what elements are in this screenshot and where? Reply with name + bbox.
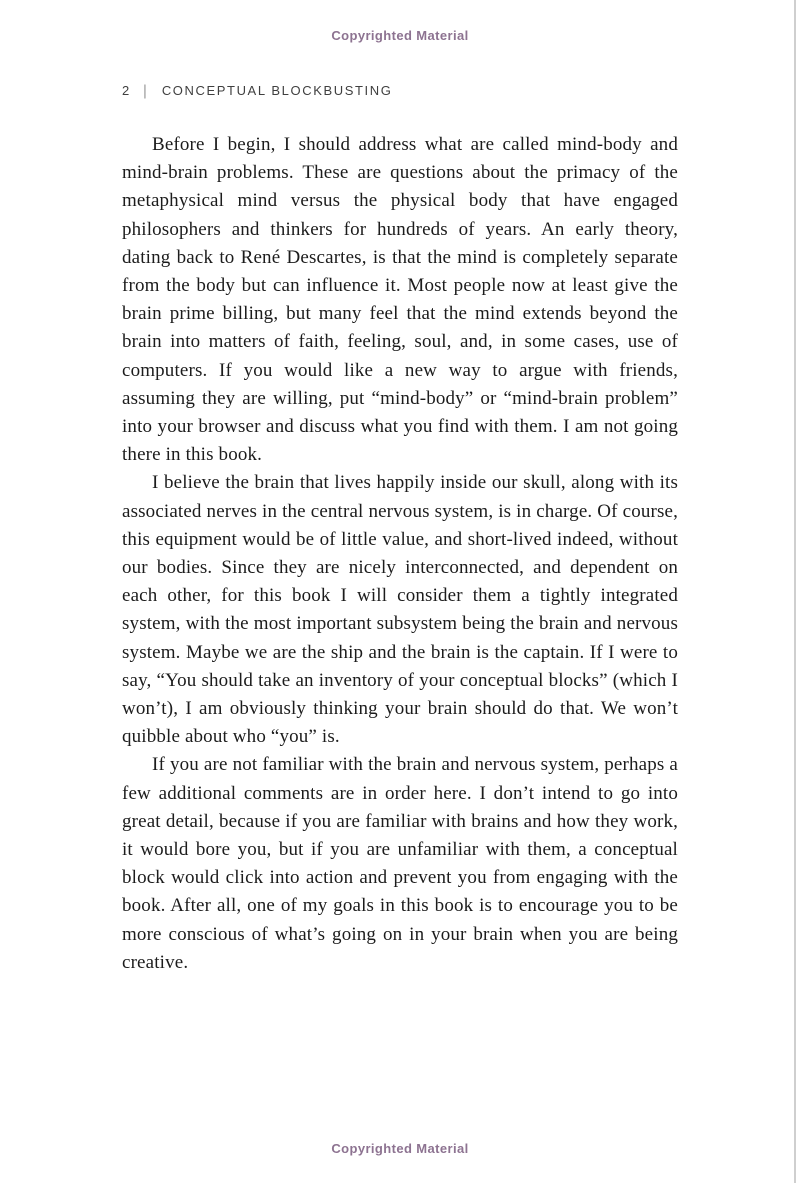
header-separator: | — [143, 81, 148, 100]
copyright-notice-bottom: Copyrighted Material — [331, 1141, 469, 1156]
page-edge-line — [794, 0, 796, 1183]
paragraph-3: If you are not familiar with the brain and nervous system, perhaps a few additional comments are in order here. I don’t intend to go into great detail, because if you are familiar with brains and how they work, it would bore you, but if you are unfamiliar with them, a conceptual block would click into action and prevent you from engaging with the book. After all, one of my goals in this book is to encourage you to be more conscious of what’s going on in your brain when you are being creative. — [122, 754, 678, 973]
body-text — [122, 131, 678, 977]
paragraph-1: Before I begin, I should address what are called mind-body and mind-brain problems. These are questions about the primacy of the metaphysical mind versus the physical body that have engaged philosophers and thinkers for hundreds of years. An early theory, dating back to René Descartes, is that the mind is completely separate from the body but can influence it. Most people now at least give the brain prime billing, but many feel that the mind extends beyond the brain into matters of faith, feeling, soul, and, in some cases, use of computers. If you would like a new way to argue with friends, assuming they are willing, put “mind-body” or “mind-brain problem” into your browser and discuss what you find with them. I am not going there in this book. — [122, 134, 678, 466]
page-number: 2 — [122, 83, 130, 98]
running-title: CONCEPTUAL BLOCKBUSTING — [161, 83, 393, 98]
running-header — [122, 83, 678, 98]
paragraph-2: I believe the brain that lives happily inside our skull, along with its associated nerves in the central nervous system, is in charge. Of course, this equipment would be of little value, and short-lived indeed, without our bodies. Since they are nicely interconnected, and dependent on each other, for this book I will consider them a tightly integrated system, with the most important subsystem being the brain and nervous system. Maybe we are the ship and the brain is the captain. If I were to say, “You should take an inventory of your conceptual blocks” (which I won’t), I am obviously thinking your brain should do that. We won’t quibble about who “you” is. — [122, 472, 678, 748]
copyright-notice-top: Copyrighted Material — [331, 28, 469, 43]
